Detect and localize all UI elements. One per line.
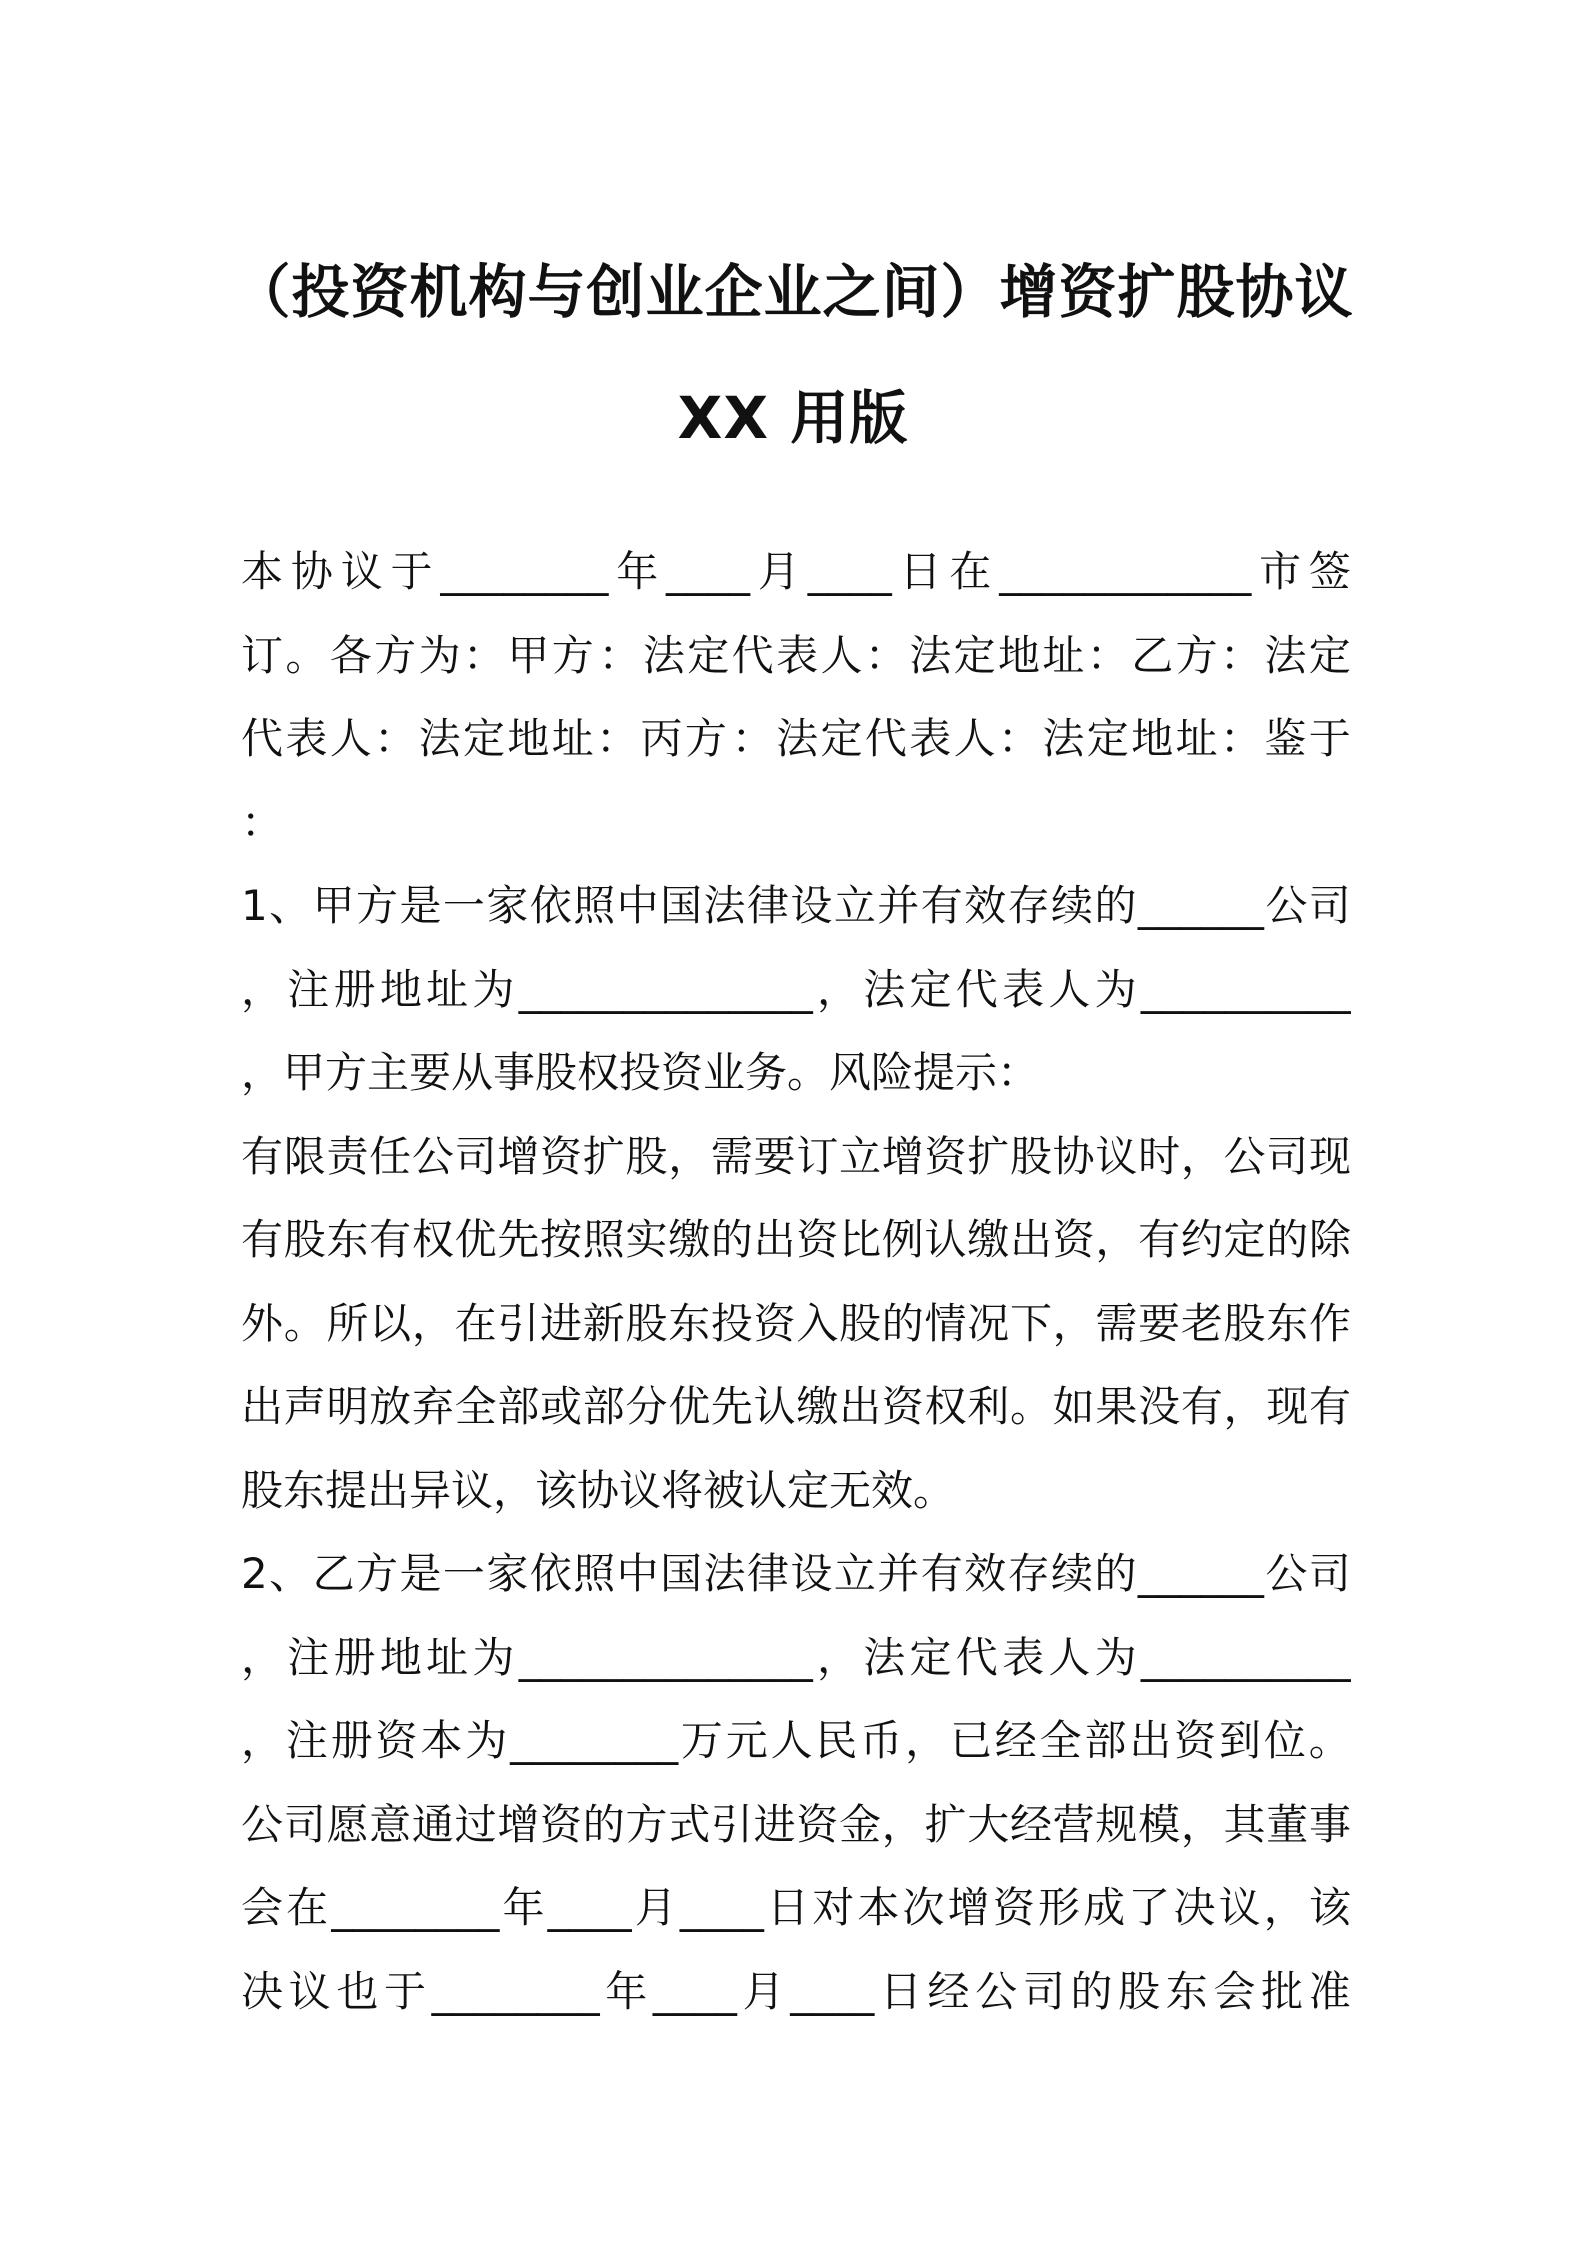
body-line: ， 注 册 地 址 为 ______________ ， 法 定 代 表 人 为 __________ bbox=[241, 1632, 1351, 1682]
body-line: 出 声 明 放 弃 全 部 或 部 分 优 先 认 缴 出 资 权 利 。 如 果 没 有 ， 现 有 bbox=[241, 1382, 1351, 1431]
document-subtitle: XX 用版 bbox=[677, 384, 909, 452]
body-line: 外 。 所 以 ， 在 引 进 新 股 东 投 资 入 股 的 情 况 下 ， 需 要 老 股 东 作 bbox=[241, 1298, 1351, 1348]
body-line: ，甲方主要从事股权投资业务。风险提示： bbox=[241, 1048, 1040, 1097]
body-line: 有 股 东 有 权 优 先 按 照 实 缴 的 出 资 比 例 认 缴 出 资 ， 有 约 定 的 除 bbox=[241, 1215, 1351, 1264]
document-body bbox=[241, 530, 1351, 2033]
body-line: ， 注 册 资 本 为 ________ 万 元 人 民 币 ， 已 经 全 部 出 资 到 位 。 bbox=[241, 1716, 1351, 1765]
body-line: 本 协 议 于 ________ 年 ____ 月 ____ 日 在 ____________ 市 签 bbox=[241, 547, 1351, 596]
body-line: 代 表 人 ： 法 定 地 址 ： 丙 方 ： 法 定 代 表 人 ： 法 定 地 址 ： 鉴 于 bbox=[241, 714, 1351, 763]
body-line: 订 。 各 方 为 ： 甲 方 ： 法 定 代 表 人 ： 法 定 地 址 ： 乙 方 ： 法 定 bbox=[241, 630, 1351, 680]
body-line: ： bbox=[241, 797, 284, 847]
body-line: 2 、 乙 方 是 一 家 依 照 中 国 法 律 设 立 并 有 效 存 续 的 ______ 公 司 bbox=[241, 1549, 1351, 1598]
body-line: 决 议 也 于 ________ 年 ____ 月 ____ 日 经 公 司 的 股 东 会 批 准 bbox=[241, 1966, 1351, 2016]
body-line: 1 、 甲 方 是 一 家 依 照 中 国 法 律 设 立 并 有 效 存 续 的 ______ 公 司 bbox=[241, 881, 1351, 930]
body-line: 股东提出异议，该协议将被认定无效。 bbox=[241, 1465, 956, 1515]
document-title: （投资机构与创业企业之间）增资扩股协议 bbox=[232, 258, 1354, 326]
body-line: 公 司 愿 意 通 过 增 资 的 方 式 引 进 资 金 ， 扩 大 经 营 规 模 ， 其 董 事 bbox=[241, 1799, 1351, 1849]
body-line: ， 注 册 地 址 为 ______________ ， 法 定 代 表 人 为 __________ bbox=[241, 964, 1351, 1014]
body-line: 有 限 责 任 公 司 增 资 扩 股 ， 需 要 订 立 增 资 扩 股 协 议 时 ， 公 司 现 bbox=[241, 1131, 1351, 1181]
body-line: 会 在 ________ 年 ____ 月 ____ 日 对 本 次 增 资 形 成 了 决 议 ， 该 bbox=[241, 1883, 1351, 1932]
